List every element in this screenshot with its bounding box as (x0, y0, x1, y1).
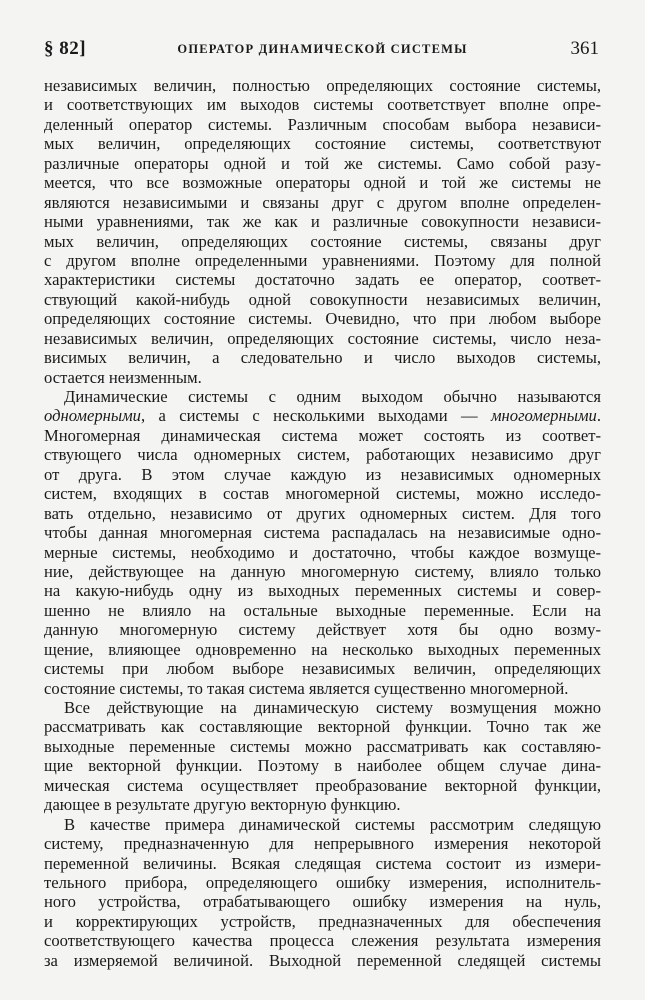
text-line: Динамические системы с одним выходом обычно называются (64, 387, 601, 406)
text-line: данную многомерную систему действует хотя бы одно возму- (44, 620, 601, 640)
text-line: систем, входящих в состав многомерной системы, можно исследо- (44, 484, 601, 504)
running-head (44, 38, 601, 64)
text-line: систему, предназначенную для непрерывного измерения некоторой (44, 834, 601, 854)
text-line: с другом вполне определенными уравнениями. Поэтому для полной (44, 250, 601, 270)
text-line: тельного прибора, определяющего ошибку измерения, исполнитель- (44, 872, 601, 892)
text-line: за измеряемой величиной. Выходной переменной следящей системы (44, 950, 601, 970)
italic-term: многомерными (490, 406, 597, 426)
text-line: меется, что все возможные операторы одной и той же системы не (44, 173, 601, 193)
running-title: ОПЕРАТОР ДИНАМИЧЕСКОЙ СИСТЕМЫ (177, 42, 468, 56)
text-line: остается неизменным. (44, 367, 202, 387)
text-line: щие векторной функции. Поэтому в наиболее общем случае дина- (44, 756, 601, 776)
text-line: мых величин, определяющих состояние системы, связаны друг (44, 231, 601, 251)
text-line: характеристики системы достаточно задать ее оператор, соответ- (44, 270, 601, 290)
text-line: дающее в результате другую векторную функцию. (44, 795, 401, 815)
text-line: рассматривать как составляющие векторной функции. Точно так же (44, 717, 601, 737)
text-line: и соответствующих им выходов системы соответствует вполне опре- (44, 95, 601, 115)
text-line: различные операторы одной и той же системы. Само собой разу- (44, 153, 601, 173)
text-line: мых величин, определяющих состояние системы, соответствуют (44, 134, 601, 154)
text-line: на какую-нибудь одну из выходных переменных системы и совер- (44, 581, 601, 601)
text-line: вать отдельно, независимо от других одномерных систем. Для того (44, 503, 601, 523)
text-fragment: , а системы с несколькими выходами — (140, 406, 491, 426)
text-line: Многомерная динамическая система может состоять из соответ- (44, 425, 601, 445)
text-line: ние, действующее на данную многомерную систему, влияло только (44, 561, 601, 581)
text-line: мерные системы, необходимо и достаточно, чтобы каждое возмуще- (44, 542, 601, 562)
text-line: ного устройства, отрабатывающего ошибку измерения на нуль, (44, 892, 601, 912)
text-line: соответствующего качества процесса слежения результата измерения (44, 931, 601, 951)
text-line: системы при любом выборе независимых величин, определяющих (44, 659, 601, 679)
page-number: 361 (570, 38, 599, 59)
section-number: § 82] (44, 38, 87, 59)
text-line: и корректирующих устройств, предназначенных для обеспечения (44, 911, 601, 931)
text-line: являются независимыми и связаны друг с другом вполне определен- (44, 192, 601, 212)
text-line: независимых величин, определяющих состояние системы, число неза- (44, 328, 601, 348)
text-line: щение, влияющее одновременно на несколько выходных переменных (44, 639, 601, 659)
body-text (44, 76, 601, 970)
text-line: ствующий какой-нибудь одной совокупности независимых величин, (44, 289, 601, 309)
text-line: висимых величин, а следовательно и число выходов системы, (44, 348, 601, 368)
text-line: чтобы данная многомерная система распадалась на независимые одно- (44, 523, 601, 543)
text-line: ствующего числа одномерных систем, работающих независимо друг (44, 445, 601, 465)
text-line: переменной величины. Всякая следящая система состоит из измери- (44, 853, 601, 873)
text-line: ными уравнениями, так же как и различные совокупности независи- (44, 212, 601, 232)
italic-term: одномерными (44, 406, 141, 426)
text-line: Все действующие на динамическую систему возмущения можно (64, 698, 601, 717)
text-line: от друга. В этом случае каждую из независимых одномерных (44, 464, 601, 484)
text-line (44, 406, 601, 425)
text-line: мическая система осуществляет преобразование векторной функции, (44, 775, 601, 795)
text-line: независимых величин, полностью определяющих состояние системы, (44, 76, 601, 95)
text-line: В качестве примера динамической системы рассмотрим следящую (64, 814, 601, 834)
text-line: определяющих состояние системы. Очевидно, что при любом выборе (44, 309, 601, 329)
text-line: шенно не влияло на остальные выходные переменные. Если на (44, 600, 601, 620)
text-line: состояние системы, то такая система является существенно многомерной. (44, 678, 569, 698)
text-line: выходные переменные системы можно рассматривать как составляю- (44, 736, 601, 756)
text-line: деленный оператор системы. Различным способам выбора независи- (44, 114, 601, 134)
text-fragment: . (596, 406, 601, 426)
